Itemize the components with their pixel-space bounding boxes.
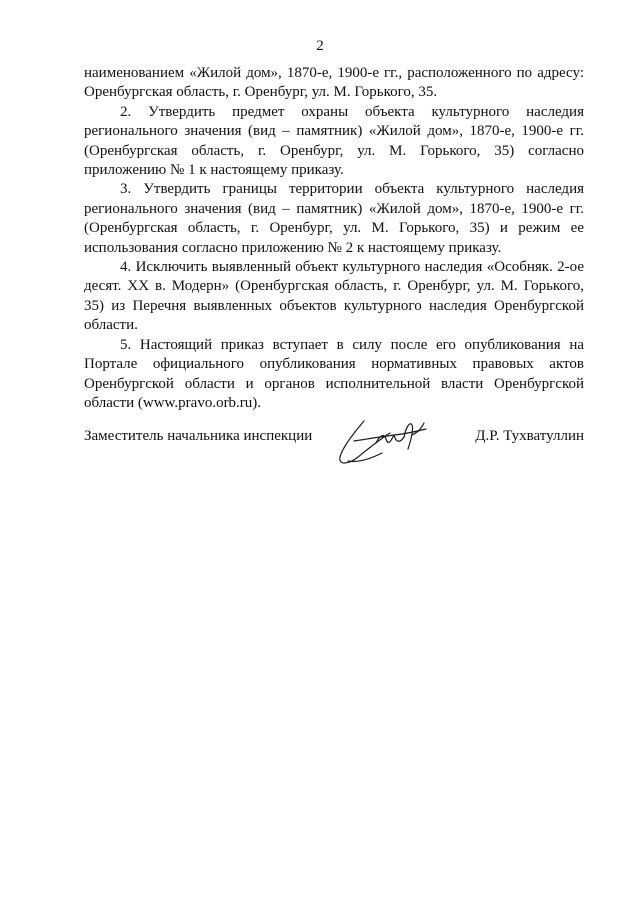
signature-block [84,427,584,475]
paragraph-item-2: 2. Утвердить предмет охраны объекта культурного наследия регионального значения (вид – памятник) «Жилой дом», 1870-е, 1900-е гг. (Оренбургская область, г. Оренбург, ул. М. Горького, 35) согласно приложению № 1 к настоящему приказу. [84,103,584,179]
signer-name: Д.Р. Тухватуллин [475,428,584,444]
paragraph-item-3: 3. Утвердить границы территории объекта культурного наследия регионального значения (вид – памятник) «Жилой дом», 1870-е, 1900-е гг. (Оренбургская область, г. Оренбург, ул. М. Горького, 35) и режим ее использования согласно приложению № 2 к настоящему приказу. [84,181,584,256]
page-number: 2 [316,38,324,54]
paragraph-item-5: 5. Настоящий приказ вступает в силу после его опубликования на Портале официального опубликования нормативных правовых актов Оренбургской области и органов исполнительной власти Оренбургской области (www.pravo.orb.ru). [84,336,584,411]
paragraph-item-4: 4. Исключить выявленный объект культурного наследия «Особняк. 2-ое десят. XX в. Модерн» (Оренбургская область, г. Оренбург, ул. М. Горького, 35) из Перечня выявленных объектов культурного наследия Оренбургской области. [84,259,584,334]
order-body [84,64,584,413]
paragraph-continuation: наименованием «Жилой дом», 1870-е, 1900-е гг., расположенного по адресу: Оренбургская область, г. Оренбург, ул. М. Горького, 35. [84,65,584,101]
signer-position: Заместитель начальника инспекции [84,428,313,444]
handwritten-signature-icon [334,413,434,469]
